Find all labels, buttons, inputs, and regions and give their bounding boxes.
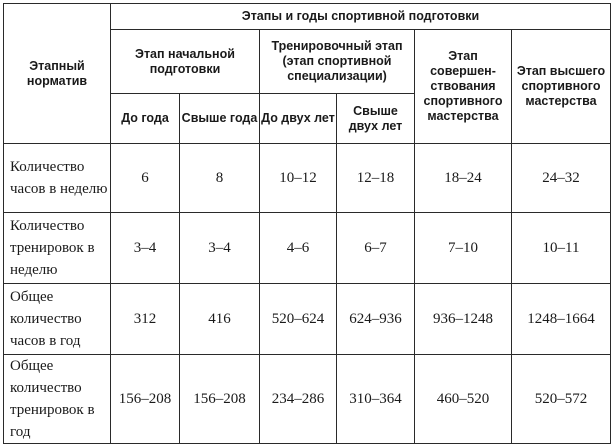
table-cell: 460–520 [415, 355, 512, 444]
row-label: Количество часов в неделю [4, 144, 111, 213]
sub-header-upto-two-years: До двух лет [260, 94, 337, 144]
sub-header-over-two-years: Свыше двух лет [337, 94, 415, 144]
table-cell: 520–572 [512, 355, 611, 444]
stage-training-header: Тренировочный этап (этап спортивной специализации) [260, 30, 415, 94]
table-cell: 24–32 [512, 144, 611, 213]
table-cell: 3–4 [111, 213, 180, 284]
table-row [4, 213, 611, 284]
table-row [4, 355, 611, 444]
table-cell: 6–7 [337, 213, 415, 284]
row-label: Количество тренировок в неделю [4, 213, 111, 284]
table-cell: 312 [111, 284, 180, 355]
table-cell: 8 [180, 144, 260, 213]
sub-header-over-year: Свыше года [180, 94, 260, 144]
table-cell: 156–208 [180, 355, 260, 444]
table-row [4, 144, 611, 213]
table-cell: 12–18 [337, 144, 415, 213]
table-cell: 416 [180, 284, 260, 355]
table-cell: 1248–1664 [512, 284, 611, 355]
table-row [4, 284, 611, 355]
training-norms-table [3, 3, 611, 444]
table-cell: 936–1248 [415, 284, 512, 355]
table-cell: 10–11 [512, 213, 611, 284]
table-cell: 18–24 [415, 144, 512, 213]
corner-header: Этапный норматив [4, 4, 111, 144]
table-cell: 310–364 [337, 355, 415, 444]
table-cell: 156–208 [111, 355, 180, 444]
table-cell: 3–4 [180, 213, 260, 284]
table-cell: 7–10 [415, 213, 512, 284]
table-cell: 6 [111, 144, 180, 213]
table-cell: 4–6 [260, 213, 337, 284]
table-cell: 10–12 [260, 144, 337, 213]
table-cell: 624–936 [337, 284, 415, 355]
row-label: Общее количество тренировок в год [4, 355, 111, 444]
sub-header-upto-year: До года [111, 94, 180, 144]
group-header: Этапы и годы спортивной подготовки [111, 4, 611, 30]
stage-improvement-header: Этап совершен-ствования спортивного мастерства [415, 30, 512, 144]
row-label: Общее количество часов в год [4, 284, 111, 355]
header-row-1 [4, 4, 611, 30]
table-cell: 520–624 [260, 284, 337, 355]
stage-initial-header: Этап начальной подготовки [111, 30, 260, 94]
table-cell: 234–286 [260, 355, 337, 444]
stage-highest-header: Этап высшего спортивного мастерства [512, 30, 611, 144]
